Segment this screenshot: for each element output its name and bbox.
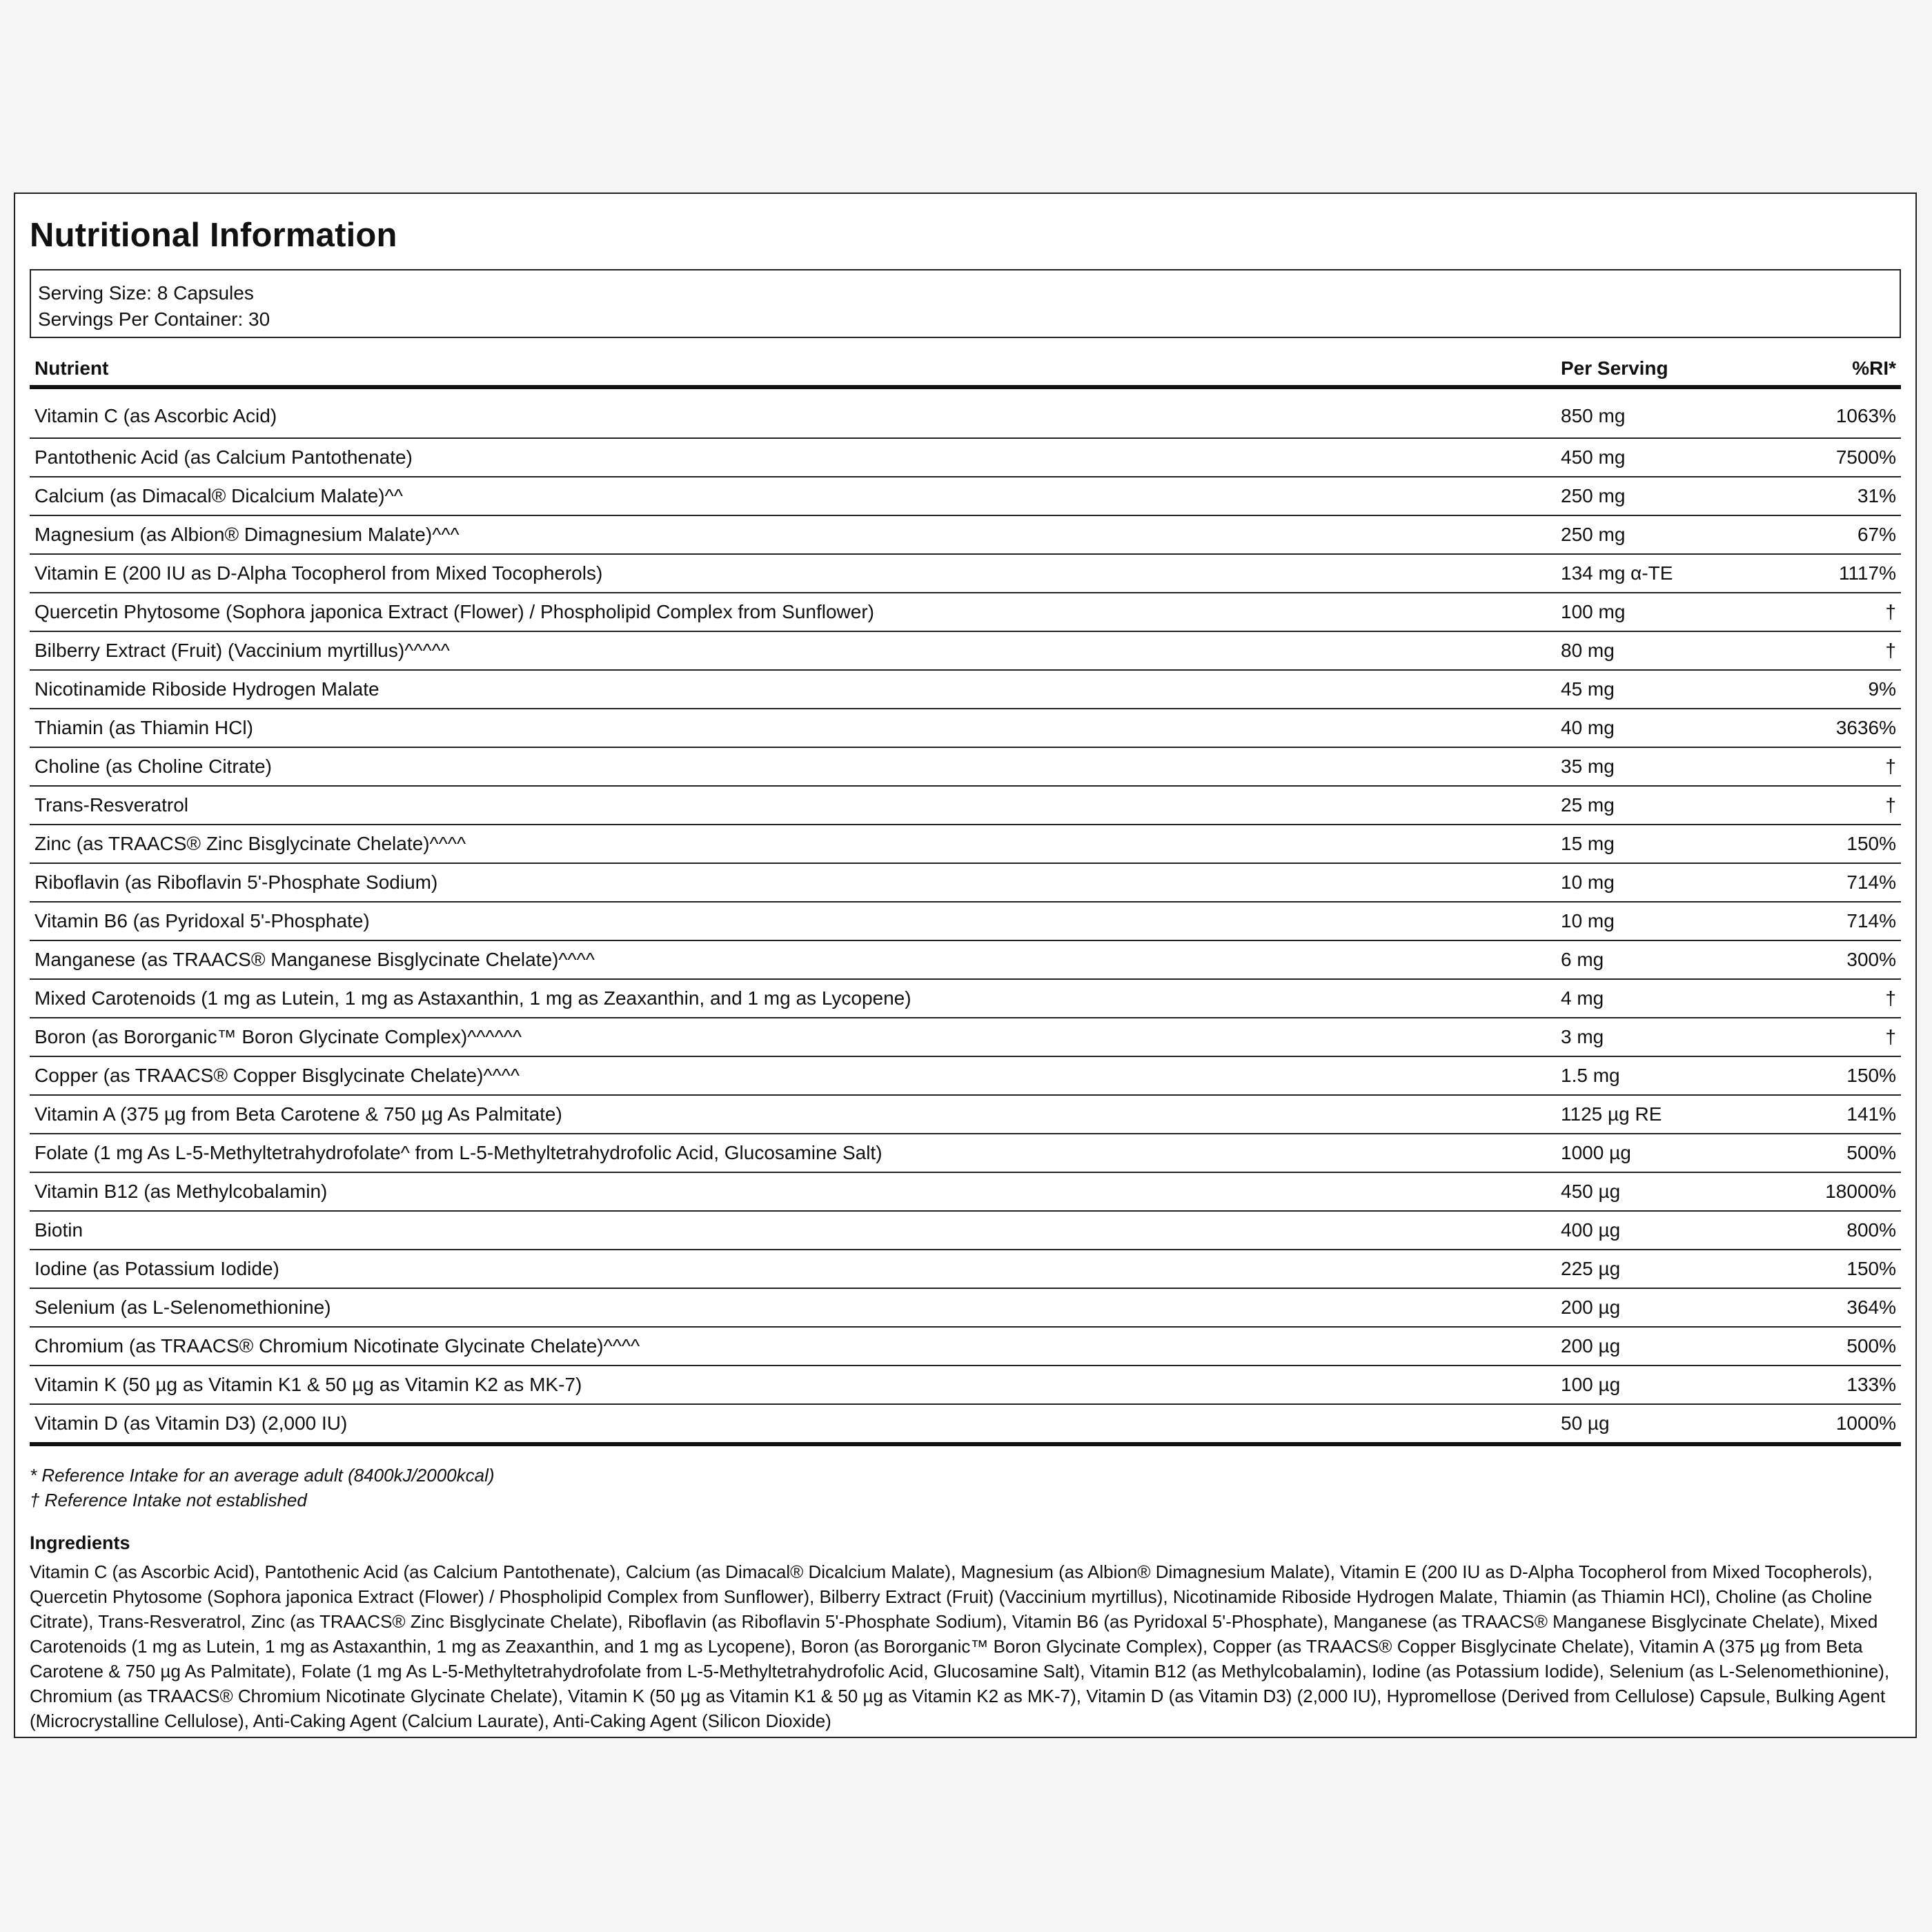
nutrient-amount: 10 mg	[1556, 902, 1728, 940]
nutrient-ri: 500%	[1728, 1134, 1901, 1172]
nutrient-name: Vitamin D (as Vitamin D3) (2,000 IU)	[30, 1404, 1556, 1444]
nutrient-ri: †	[1728, 593, 1901, 631]
table-row	[30, 1327, 1901, 1366]
nutrient-name: Vitamin A (375 µg from Beta Carotene & 750 µg As Palmitate)	[30, 1095, 1556, 1134]
nutrient-amount: 1000 µg	[1556, 1134, 1728, 1172]
table-row	[30, 709, 1901, 747]
nutrient-name: Nicotinamide Riboside Hydrogen Malate	[30, 670, 1556, 709]
nutrient-ri: 714%	[1728, 863, 1901, 902]
nutrient-ri: †	[1728, 631, 1901, 670]
nutrient-name: Magnesium (as Albion® Dimagnesium Malate)^^^	[30, 515, 1556, 554]
nutrient-name: Selenium (as L-Selenomethionine)	[30, 1288, 1556, 1327]
nutrient-table	[30, 352, 1901, 1446]
nutrient-amount: 45 mg	[1556, 670, 1728, 709]
table-row	[30, 747, 1901, 786]
nutrient-amount: 25 mg	[1556, 786, 1728, 825]
nutrient-name: Biotin	[30, 1211, 1556, 1250]
serving-info-box	[30, 269, 1901, 338]
table-row	[30, 477, 1901, 515]
nutrient-ri: 500%	[1728, 1327, 1901, 1366]
nutrition-panel	[14, 193, 1917, 1738]
nutrient-name: Folate (1 mg As L-5-Methyltetrahydrofolate^ from L-5-Methyltetrahydrofolic Acid, Glucosamine Salt)	[30, 1134, 1556, 1172]
footnote-ri: * Reference Intake for an average adult (8400kJ/2000kcal)	[30, 1465, 495, 1486]
nutrient-ri: 1063%	[1728, 387, 1901, 438]
nutrient-table-body	[30, 387, 1901, 1444]
nutrient-name: Iodine (as Potassium Iodide)	[30, 1250, 1556, 1288]
nutrient-name: Vitamin B6 (as Pyridoxal 5'-Phosphate)	[30, 902, 1556, 940]
footnote-dagger: † Reference Intake not established	[30, 1490, 307, 1510]
nutrient-name: Calcium (as Dimacal® Dicalcium Malate)^^	[30, 477, 1556, 515]
table-row	[30, 1134, 1901, 1172]
nutrient-amount: 200 µg	[1556, 1288, 1728, 1327]
ingredients-title: Ingredients	[30, 1532, 130, 1553]
nutrient-ri: †	[1728, 786, 1901, 825]
table-row	[30, 631, 1901, 670]
nutrient-amount: 200 µg	[1556, 1327, 1728, 1366]
nutrient-amount: 6 mg	[1556, 940, 1728, 979]
nutrient-name: Vitamin B12 (as Methylcobalamin)	[30, 1172, 1556, 1211]
nutrient-amount: 100 µg	[1556, 1366, 1728, 1404]
nutrient-amount: 134 mg α-TE	[1556, 554, 1728, 593]
nutrient-ri: 150%	[1728, 1056, 1901, 1095]
nutrient-amount: 15 mg	[1556, 825, 1728, 863]
table-row	[30, 1366, 1901, 1404]
serving-size: Serving Size: 8 Capsules	[38, 282, 254, 304]
nutrient-ri: †	[1728, 979, 1901, 1018]
header-nutrient: Nutrient	[30, 352, 1556, 387]
table-row	[30, 1095, 1901, 1134]
nutrient-ri: 9%	[1728, 670, 1901, 709]
nutrient-amount: 80 mg	[1556, 631, 1728, 670]
table-row	[30, 786, 1901, 825]
nutrient-name: Copper (as TRAACS® Copper Bisglycinate Chelate)^^^^	[30, 1056, 1556, 1095]
nutrient-amount: 1125 µg RE	[1556, 1095, 1728, 1134]
nutrient-name: Manganese (as TRAACS® Manganese Bisglycinate Chelate)^^^^	[30, 940, 1556, 979]
nutrient-amount: 450 mg	[1556, 438, 1728, 477]
nutrient-ri: 7500%	[1728, 438, 1901, 477]
table-row	[30, 438, 1901, 477]
nutrient-amount: 3 mg	[1556, 1018, 1728, 1056]
nutrient-ri: 18000%	[1728, 1172, 1901, 1211]
nutrient-ri: †	[1728, 747, 1901, 786]
table-row	[30, 1172, 1901, 1211]
nutrient-amount: 250 mg	[1556, 477, 1728, 515]
table-row	[30, 593, 1901, 631]
footnotes	[30, 1463, 1901, 1512]
nutrient-name: Chromium (as TRAACS® Chromium Nicotinate Glycinate Chelate)^^^^	[30, 1327, 1556, 1366]
table-row	[30, 940, 1901, 979]
nutrient-ri: 133%	[1728, 1366, 1901, 1404]
nutrient-name: Vitamin K (50 µg as Vitamin K1 & 50 µg as Vitamin K2 as MK-7)	[30, 1366, 1556, 1404]
nutrient-amount: 850 mg	[1556, 387, 1728, 438]
nutrient-name: Bilberry Extract (Fruit) (Vaccinium myrtillus)^^^^^	[30, 631, 1556, 670]
nutrient-name: Vitamin E (200 IU as D-Alpha Tocopherol from Mixed Tocopherols)	[30, 554, 1556, 593]
nutrient-name: Quercetin Phytosome (Sophora japonica Extract (Flower) / Phospholipid Complex from Sunflower)	[30, 593, 1556, 631]
nutrient-ri: 141%	[1728, 1095, 1901, 1134]
nutrient-name: Thiamin (as Thiamin HCl)	[30, 709, 1556, 747]
table-row	[30, 1056, 1901, 1095]
table-row	[30, 1404, 1901, 1444]
nutrient-amount: 250 mg	[1556, 515, 1728, 554]
nutrient-name: Boron (as Bororganic™ Boron Glycinate Complex)^^^^^^	[30, 1018, 1556, 1056]
table-row	[30, 825, 1901, 863]
nutrient-ri: 1117%	[1728, 554, 1901, 593]
table-row	[30, 902, 1901, 940]
nutrient-name: Choline (as Choline Citrate)	[30, 747, 1556, 786]
nutrient-name: Trans-Resveratrol	[30, 786, 1556, 825]
nutrient-amount: 400 µg	[1556, 1211, 1728, 1250]
nutrient-name: Mixed Carotenoids (1 mg as Lutein, 1 mg as Astaxanthin, 1 mg as Zeaxanthin, and 1 mg as Lycopene)	[30, 979, 1556, 1018]
nutrient-amount: 1.5 mg	[1556, 1056, 1728, 1095]
nutrient-amount: 100 mg	[1556, 593, 1728, 631]
table-row	[30, 1250, 1901, 1288]
table-row	[30, 979, 1901, 1018]
ingredients-text: Vitamin C (as Ascorbic Acid), Pantothenic Acid (as Calcium Pantothenate), Calcium (as Dimacal® Dicalcium Malate), Magnesium (as Albion® Dimagnesium Malate), Vitamin E (200 IU as D-Alpha Tocopherol from Mixed Tocopherols), Quercetin Phytosome (Sophora japonica Extract (Flower) / Phospholipid Complex from Sunflower), Bilberry Extract (Fruit) (Vaccinium myrtillus), Nicotinamide Riboside Hydrogen Malate, Thiamin (as Thiamin HCl), Choline (as Choline Citrate), Trans-Resveratrol, Zinc (as TRAACS® Zinc Bisglycinate Chelate), Riboflavin (as Riboflavin 5'-Phosphate Sodium), Vitamin B6 (as Pyridoxal 5'-Phosphate), Manganese (as TRAACS® Manganese Bisglycinate Chelate), Mixed Carotenoids (1 mg as Lutein, 1 mg as Astaxanthin, 1 mg as Zeaxanthin, and 1 mg as Lycopene), Boron (as Bororganic™ Boron Glycinate Complex), Copper (as TRAACS® Copper Bisglycinate Chelate), Vitamin A (375 µg from Beta Carotene & 750 µg As Palmitate), Folate (1 mg As L-5-Methyltetrahydrofolate from L-5-Methyltetrahydrofolic Acid, Glucosamine Salt), Vitamin B12 (as Methylcobalamin), Iodine (as Potassium Iodide), Selenium (as L-Selenomethionine), Chromium (as TRAACS® Chromium Nicotinate Glycinate Chelate), Vitamin K (50 µg as Vitamin K1 & 50 µg as Vitamin K2 as MK-7), Vitamin D (as Vitamin D3) (2,000 IU), Hypromellose (Derived from Cellulose) Capsule, Bulking Agent (Microcrystalline Cellulose), Anti-Caking Agent (Calcium Laurate), Anti-Caking Agent (Silicon Dioxide)	[30, 1561, 1890, 1731]
nutrient-ri: 150%	[1728, 1250, 1901, 1288]
nutrient-ri: 714%	[1728, 902, 1901, 940]
nutrient-ri: 364%	[1728, 1288, 1901, 1327]
servings-per-container: Servings Per Container: 30	[38, 308, 270, 330]
header-ri: %RI*	[1728, 352, 1901, 387]
nutrient-amount: 40 mg	[1556, 709, 1728, 747]
nutrient-name: Riboflavin (as Riboflavin 5'-Phosphate Sodium)	[30, 863, 1556, 902]
nutrient-amount: 35 mg	[1556, 747, 1728, 786]
table-row	[30, 387, 1901, 438]
nutrient-ri: 3636%	[1728, 709, 1901, 747]
nutrient-ri: 1000%	[1728, 1404, 1901, 1444]
table-row	[30, 1018, 1901, 1056]
table-row	[30, 670, 1901, 709]
nutrient-name: Vitamin C (as Ascorbic Acid)	[30, 387, 1556, 438]
nutrient-amount: 225 µg	[1556, 1250, 1728, 1288]
nutrient-name: Zinc (as TRAACS® Zinc Bisglycinate Chelate)^^^^	[30, 825, 1556, 863]
table-row	[30, 1288, 1901, 1327]
nutrient-ri: 300%	[1728, 940, 1901, 979]
nutrient-ri: 31%	[1728, 477, 1901, 515]
nutrient-amount: 50 µg	[1556, 1404, 1728, 1444]
table-row	[30, 1211, 1901, 1250]
nutrient-amount: 10 mg	[1556, 863, 1728, 902]
nutrient-amount: 4 mg	[1556, 979, 1728, 1018]
table-row	[30, 515, 1901, 554]
nutrient-ri: 67%	[1728, 515, 1901, 554]
nutrient-ri: 150%	[1728, 825, 1901, 863]
nutrient-amount: 450 µg	[1556, 1172, 1728, 1211]
nutrient-ri: †	[1728, 1018, 1901, 1056]
nutrient-table-header	[30, 352, 1901, 387]
header-per-serving: Per Serving	[1556, 352, 1728, 387]
table-row	[30, 554, 1901, 593]
table-row	[30, 863, 1901, 902]
page-title: Nutritional Information	[30, 217, 397, 254]
nutrient-name: Pantothenic Acid (as Calcium Pantothenate)	[30, 438, 1556, 477]
nutrient-ri: 800%	[1728, 1211, 1901, 1250]
